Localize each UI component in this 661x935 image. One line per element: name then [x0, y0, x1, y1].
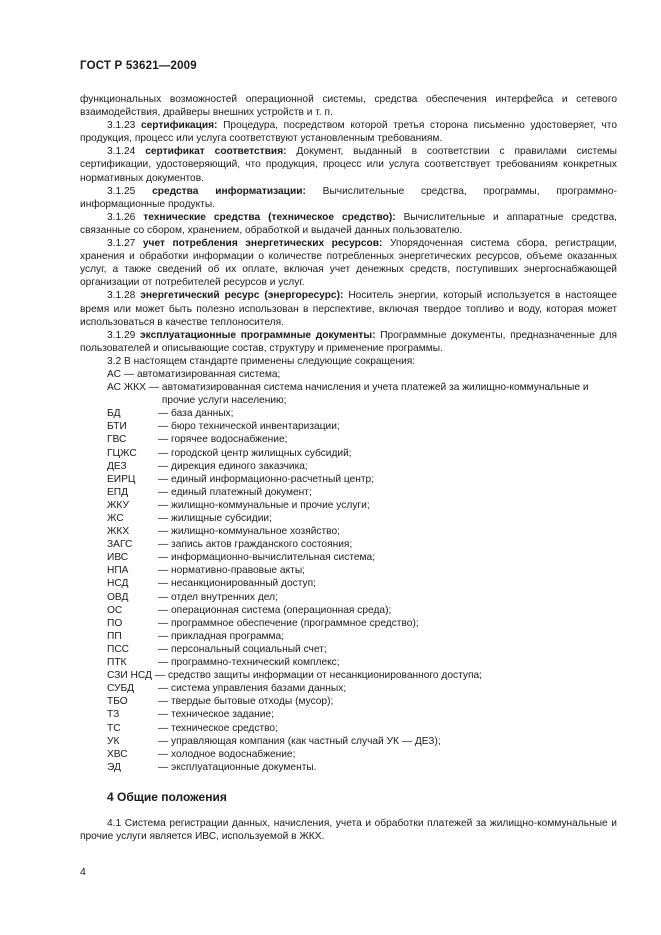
abbreviation: ДЕЗ	[107, 460, 127, 472]
abbreviation-definition: — нормативно-правовые акты;	[158, 565, 305, 577]
abbreviation-item	[80, 447, 617, 460]
abbreviation-item	[80, 604, 617, 617]
clause-number: 3.1.24	[107, 146, 146, 158]
abbreviation-definition: — жилищно-коммунальное хозяйство;	[158, 526, 340, 538]
abbreviation-definition: — операционная система (операционная среда);	[158, 604, 392, 616]
abbreviation: НСД	[107, 578, 129, 590]
abbreviation: ПП	[107, 630, 122, 642]
abbreviation: ОВД	[107, 591, 129, 603]
abbreviation-item	[80, 630, 617, 643]
abbreviation-item	[80, 722, 617, 735]
defined-term: сертификат соответствия:	[145, 146, 287, 158]
abbreviation-definition: — база данных;	[158, 408, 234, 420]
abbreviation: ЭД	[107, 761, 121, 773]
definition-paragraph	[80, 93, 617, 119]
abbreviation: ХВС	[107, 748, 128, 760]
abbreviation-item	[80, 735, 617, 748]
abbreviation-definition: — эксплуатационные документы.	[158, 761, 317, 773]
clause-number: 3.1.27	[107, 238, 143, 250]
defined-term: эксплуатационные программные документы:	[140, 329, 376, 341]
abbreviation-item	[80, 695, 617, 708]
abbreviation: ОС	[107, 604, 123, 616]
abbreviation-definition: — персональный социальный счет;	[158, 643, 327, 655]
abbreviation: ГВС	[107, 434, 127, 446]
definition-paragraph	[80, 211, 617, 237]
definition-text: Носитель энергии, который используется в настоящее время или может быть полезно использован в перспективе, включая твердое топливо и воду, которая может использоваться в качестве теплоносителя.	[80, 290, 617, 328]
abbreviation: СЗИ НСД	[107, 670, 152, 682]
abbreviation-item	[80, 564, 617, 577]
abbreviation-definition: — городской центр жилищных субсидий;	[158, 447, 352, 459]
defined-term: энергетический ресурс (энергоресурс):	[140, 290, 344, 302]
abbreviation: ТЗ	[107, 709, 120, 721]
definition-paragraph	[80, 185, 617, 211]
abbreviation-item	[80, 551, 617, 564]
abbreviation-definition: — техническое задание;	[158, 709, 274, 721]
clause-number: 3.1.23	[107, 120, 141, 132]
abbreviation-item	[80, 420, 617, 433]
page-number: 4	[80, 866, 86, 878]
abbreviation-definition: — холодное водоснабжение;	[158, 748, 296, 760]
abbreviation-definition: — система управления базами данных;	[158, 683, 347, 695]
abbreviation: ЗАГС	[107, 539, 133, 551]
abbreviation-definition: — прикладная программа;	[158, 630, 285, 642]
abbreviation-item	[80, 512, 617, 525]
abbreviation-item	[80, 473, 617, 486]
defined-term: учет потребления энергетических ресурсов:	[142, 238, 383, 250]
paragraph-4-1: 4.1 Система регистрации данных, начисления, учета и обработки платежей за жилищно-коммунальные и прочие услуги является ИВС, используемой в ЖКХ.	[80, 817, 617, 843]
abbreviation-definition: — программно-технический комплекс;	[158, 657, 340, 669]
abbreviation-item	[80, 617, 617, 630]
definition-text: Вычислительные средства, программы, программно-информационные продукты.	[80, 185, 617, 210]
defined-term: средства информатизации:	[152, 185, 306, 197]
abbreviation-item	[80, 643, 617, 656]
definition-paragraph	[80, 119, 617, 145]
abbreviation-definition: — единый платежный документ;	[158, 486, 312, 498]
abbreviation-item	[80, 381, 617, 407]
abbreviation: ЖКХ	[107, 526, 130, 538]
abbreviation-definition: — несанкционированный доступ;	[158, 578, 316, 590]
abbreviation-item	[80, 368, 617, 381]
abbreviation-item	[80, 669, 617, 682]
defined-term: технические средства (техническое средство):	[143, 211, 396, 223]
abbreviation-definition: — жилищные субсидии;	[158, 513, 272, 524]
abbreviation: ТБО	[107, 696, 128, 708]
abbreviation: ПО	[107, 617, 123, 629]
abbreviation-item	[80, 525, 617, 538]
abbreviation-definition: — жилищно-коммунальные и прочие услуги;	[158, 499, 370, 511]
abbreviation-item	[80, 748, 617, 761]
abbreviation-definition: — твердые бытовые отходы (мусор);	[158, 696, 334, 708]
definition-text: Упорядоченная система сбора, регистрации, хранения и обработки информации о количестве потребленных энергетических ресурсов, объеме оказанных услуг, а также сведений об их оплате, включая учет денежных средств, поступивших энергоснабжающей организации от потребителей ресурсов и услуг.	[80, 238, 617, 289]
abbreviation: БТИ	[107, 421, 127, 433]
abbreviation-item	[80, 591, 617, 604]
document-header: ГОСТ Р 53621—2009	[80, 60, 197, 72]
abbreviation-item	[80, 708, 617, 721]
abbreviation-item	[80, 682, 617, 695]
abbreviation-definition: — дирекция единого заказчика;	[158, 460, 308, 472]
abbreviation-item	[80, 433, 617, 446]
abbreviation: ЖКУ	[107, 499, 129, 511]
abbreviation-definition: — горячее водоснабжение;	[158, 434, 288, 446]
abbreviation: ЕИРЦ	[107, 473, 136, 485]
abbreviation: ТС	[107, 722, 121, 734]
abbreviation-item	[80, 486, 617, 499]
abbreviation: ГЦЖС	[107, 447, 137, 459]
abbreviation-definition: — отдел внутренних дел;	[158, 591, 278, 603]
definition-paragraph	[80, 289, 617, 328]
document-body	[80, 93, 617, 843]
abbreviation-item	[80, 460, 617, 473]
abbreviation-definition: — автоматизированная система начисления и учета платежей за жилищно-коммунальные и прочие услуги населению;	[148, 382, 589, 407]
definitions-list	[80, 93, 617, 355]
abbreviation: ЕПД	[107, 486, 129, 498]
clause-number: 3.1.25	[107, 185, 153, 197]
definition-paragraph	[80, 329, 617, 355]
abbreviation-definition: — запись актов гражданского состояния;	[158, 539, 353, 551]
definition-text: Документ, выданный в соответствии с правилами системы сертификации, удостоверяющий, что продукция, процесс или услуга соответствует требованиям конкретных нормативных документов.	[80, 146, 617, 184]
definition-text: Процедура, посредством которой третья сторона письменно удостоверяет, что продукция, процесс или услуга соответствуют установленным требованиям.	[80, 120, 617, 145]
definition-paragraph	[80, 145, 617, 184]
section-title: 4 Общие положения	[107, 789, 227, 804]
abbreviation-definition: — бюро технической инвентаризации;	[158, 421, 340, 433]
abbreviation-definition: — автоматизированная система;	[123, 368, 281, 380]
abbreviation-list	[80, 368, 617, 774]
abbreviation: УК	[107, 735, 120, 747]
clause-number: 3.1.26	[107, 211, 144, 223]
definition-text: Программные документы, предназначенные для пользователей и описывающие состав, структуру и применение программы.	[80, 329, 617, 354]
definition-paragraph	[80, 237, 617, 289]
abbreviation: ЖС	[107, 513, 124, 524]
abbreviation-definition: — единый информационно-расчетный центр;	[158, 473, 375, 485]
abbreviation-definition: — техническое средство;	[158, 722, 278, 734]
abbreviation: АС ЖКХ	[107, 382, 146, 394]
abbreviation-item	[80, 656, 617, 669]
abbreviation-definition: — информационно-вычислительная система;	[158, 552, 376, 564]
abbreviation-item	[80, 538, 617, 551]
abbreviation-item	[80, 407, 617, 420]
definition-text: функциональных возможностей операционной системы, средства обеспечения интерфейса и сетевого взаимодействия, драйверы внешних устройств и т. п.	[80, 94, 617, 119]
clause-number: 3.1.28	[107, 290, 141, 302]
abbreviation-definition: — управляющая компания (как частный случай УК — ДЕЗ);	[158, 735, 441, 747]
abbreviation: ПСС	[107, 643, 130, 655]
abbrev-intro: 3.2 В настоящем стандарте применены следующие сокращения:	[107, 355, 416, 367]
definition-text: Вычислительные и аппаратные средства, связанные со сбором, хранением, обработкой и выдачей данных пользователю.	[80, 211, 617, 236]
abbreviation: АС	[107, 368, 121, 380]
abbreviation: БД	[107, 408, 121, 420]
defined-term: сертификация:	[140, 120, 218, 132]
abbreviation-item	[80, 761, 617, 774]
abbreviation-item	[80, 499, 617, 512]
abbreviation-definition: — средство защиты информации от несанкционированного доступа;	[154, 670, 483, 682]
abbreviation: НПА	[107, 565, 129, 577]
abbreviation-definition: — программное обеспечение (программное средство);	[158, 617, 419, 629]
abbreviation-item	[80, 577, 617, 590]
abbreviation: ПТК	[107, 657, 127, 669]
clause-number: 3.1.29	[107, 329, 141, 341]
abbreviation: ИВС	[107, 552, 129, 564]
abbreviation: СУБД	[107, 683, 135, 695]
